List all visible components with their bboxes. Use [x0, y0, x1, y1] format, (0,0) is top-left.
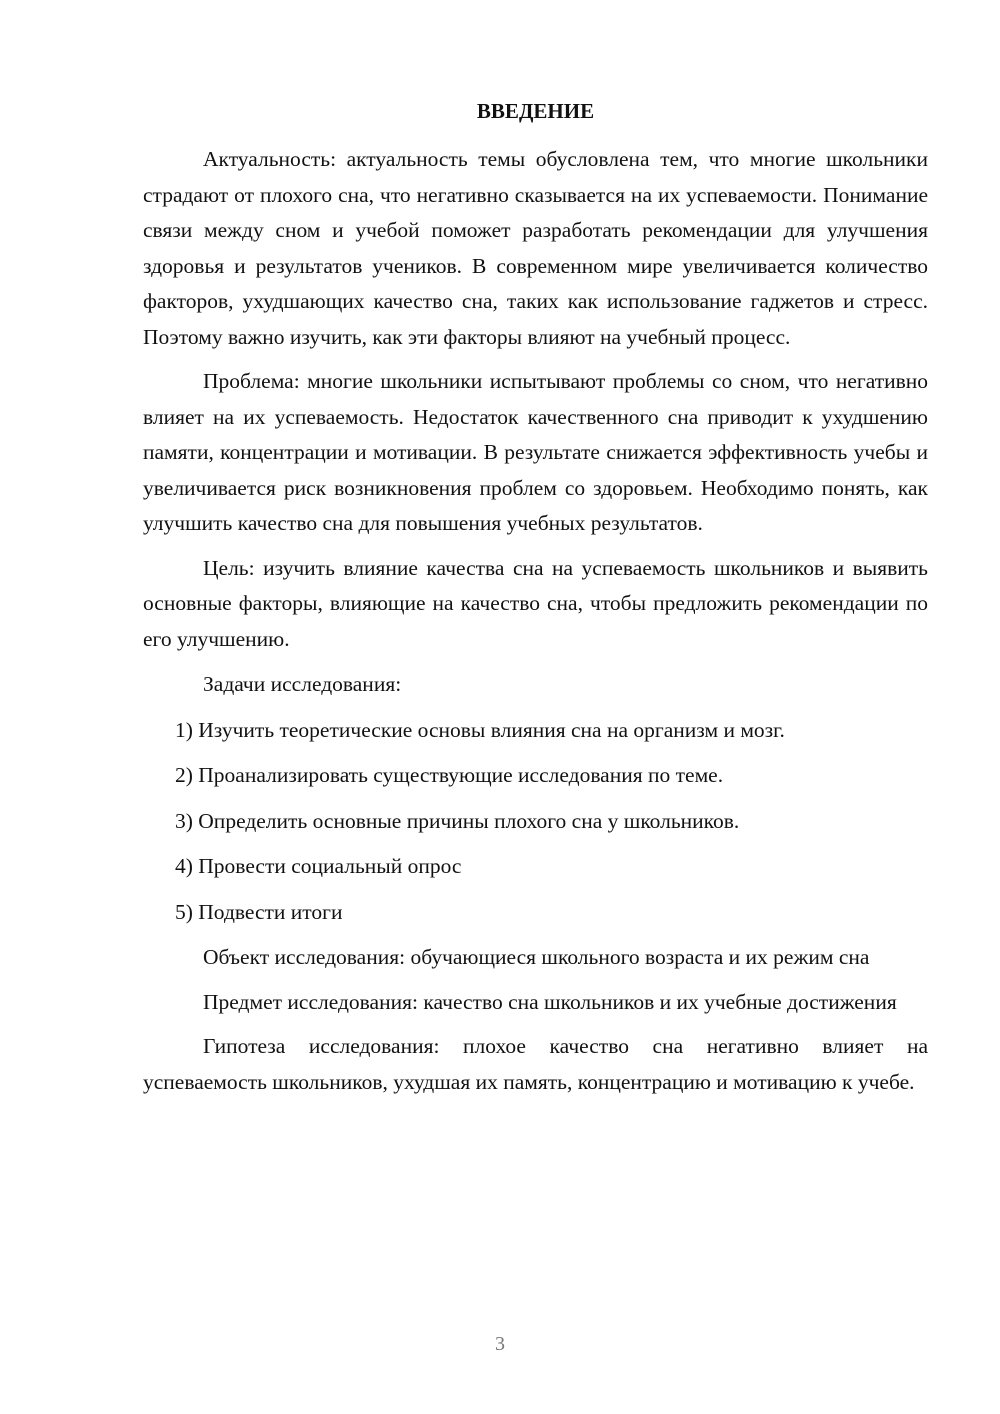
tasks-heading: Задачи исследования: [203, 672, 402, 696]
subject-paragraph: Предмет исследования: качество сна школьников и их учебные достижения [203, 989, 897, 1014]
task-item: 4) Провести социальный опрос [175, 854, 462, 878]
hypothesis-paragraph: Гипотеза исследования: плохое качество сна негативно влияет на успеваемость школьников, ухудшая их память, концентрацию и мотивацию к учебе. [143, 1034, 928, 1094]
task-item: 5) Подвести итоги [175, 899, 343, 924]
page-title: ВВЕДЕНИЕ [476, 99, 595, 123]
problem-paragraph: Проблема: многие школьники испытывают проблемы со сном, что негативно влияет на их успеваемость. Недостаток качественного сна приводит к ухудшению памяти, концентрации и мотивации. В результате снижается эффективность учебы и увеличивается риск возникновения проблем со здоровьем. Необходимо понять, как улучшить качество сна для повышения учебных результатов. [143, 369, 928, 535]
object-paragraph: Объект исследования: обучающиеся школьного возраста и их режим сна [203, 945, 870, 969]
task-item: 3) Определить основные причины плохого сна у школьников. [175, 808, 740, 833]
tasks-list [143, 713, 928, 931]
task-item: 2) Проанализировать существующие исследования по теме. [175, 763, 724, 787]
task-item: 1) Изучить теоретические основы влияния сна на организм и мозг. [175, 717, 785, 742]
goal-paragraph: Цель: изучить влияние качества сна на успеваемость школьников и выявить основные факторы, влияющие на качество сна, чтобы предложить рекомендации по его улучшению. [143, 555, 928, 651]
relevance-paragraph: Актуальность: актуальность темы обусловлена тем, что многие школьники страдают от плохого сна, что негативно сказывается на их успеваемости. Понимание связи между сном и учебой поможет разработать рекомендации для улучшения здоровья и результатов учеников. В современном мире увеличивается количество факторов, ухудшающих качество сна, таких как использование гаджетов и стресс. Поэтому важно изучить, как эти факторы влияют на учебный процесс. [143, 147, 928, 349]
document-page [143, 94, 928, 1109]
page-number: 3 [495, 1333, 505, 1355]
